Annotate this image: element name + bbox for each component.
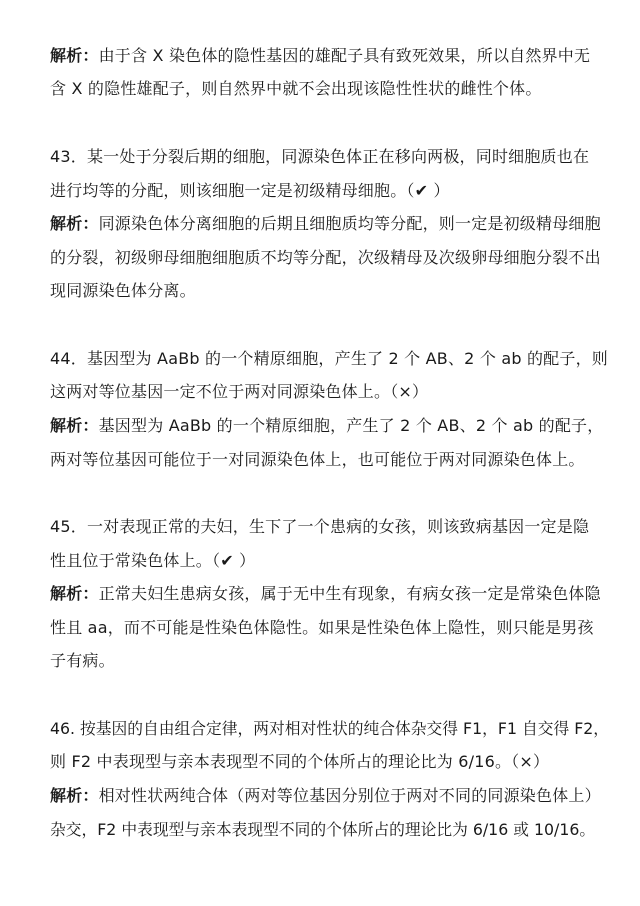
question-44-explanation-line-1: 解析：基因型为 AaBb 的一个精原细胞，产生了 2 个 AB、2 个 ab 的配子， — [50, 416, 604, 435]
question-46-line-2: 则 F2 中表现型与亲本表现型不同的个体所占的理论比为 6/16。（×） — [50, 752, 550, 771]
question-45-explanation-line-2: 性且 aa，而不可能是性染色体隐性。如果是性染色体上隐性，则只能是男孩 — [50, 618, 594, 637]
intro-explanation-line-2: 含 X 的隐性雄配子，则自然界中就不会出现该隐性性状的雌性个体。 — [50, 79, 542, 98]
explanation-label: 解析： — [50, 214, 99, 233]
question-44-explanation-line-2: 两对等位基因可能位于一对同源染色体上，也可能位于两对同源染色体上。 — [50, 450, 585, 469]
explanation-label: 解析： — [50, 786, 99, 805]
question-43-line-1: 43．某一处于分裂后期的细胞，同源染色体正在移向两极，同时细胞质也在 — [50, 147, 590, 166]
explanation-label: 解析： — [50, 416, 99, 435]
question-46-explanation-line-2: 杂交，F2 中表现型与亲本表现型不同的个体所占的理论比为 6/16 或 10/16。 — [50, 820, 596, 839]
intro-explanation-line-1: 解析：由于含 X 染色体的隐性基因的雄配子具有致死效果，所以自然界中无 — [50, 46, 591, 65]
explanation-label: 解析： — [50, 584, 99, 603]
question-45-line-1: 45．一对表现正常的夫妇，生下了一个患病的女孩，则该致病基因一定是隐 — [50, 517, 590, 536]
question-46-line-1: 46. 按基因的自由组合定律，两对相对性状的纯合体杂交得 F1，F1 自交得 F2， — [50, 719, 610, 738]
question-44-line-1: 44．基因型为 AaBb 的一个精原细胞，产生了 2 个 AB、2 个 ab 的配子，则 — [50, 349, 608, 368]
explanation-label: 解析： — [50, 46, 99, 65]
question-44-line-2: 这两对等位基因一定不位于两对同源染色体上。（×） — [50, 382, 429, 401]
question-45-line-2: 性且位于常染色体上。（✔ ） — [50, 551, 256, 570]
question-43-explanation-line-2: 的分裂，初级卵母细胞细胞质不均等分配，次级精母及次级卵母细胞分裂不出 — [50, 248, 601, 267]
question-43-explanation-line-1: 解析：同源染色体分离细胞的后期且细胞质均等分配，则一定是初级精母细胞 — [50, 214, 601, 233]
question-45-explanation-line-1: 解析：正常夫妇生患病女孩，属于无中生有现象，有病女孩一定是常染色体隐 — [50, 584, 601, 603]
question-43-explanation-line-3: 现同源染色体分离。 — [50, 281, 196, 300]
question-43-line-2: 进行均等的分配，则该细胞一定是初级精母细胞。（✔ ） — [50, 181, 450, 200]
question-46-explanation-line-1: 解析：相对性状两纯合体（两对等位基因分别位于两对不同的同源染色体上） — [50, 786, 601, 805]
question-45-explanation-line-3: 子有病。 — [50, 651, 115, 670]
